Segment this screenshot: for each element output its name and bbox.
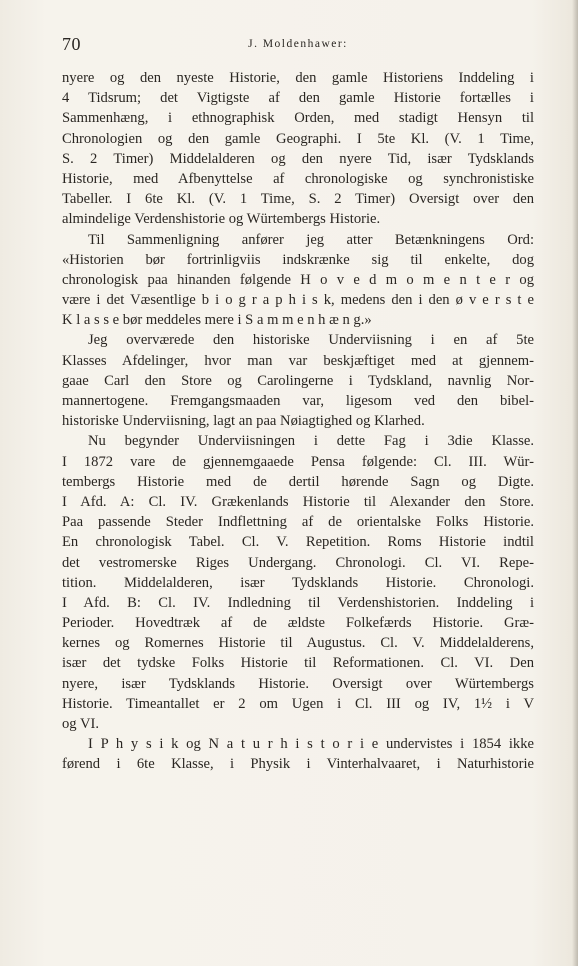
page-edge-shadow [572, 0, 578, 966]
text-line: det vestromerske Riges Undergang. Chronologi. Cl. VI. Repe- [62, 554, 534, 571]
text-line: mannertogene. Fremgangsmaaden var, ligesom ved den bibel- [62, 393, 534, 409]
text-line: I Afd. A: Cl. IV. Grækenlands Historie til Alexander den Store. [62, 493, 534, 510]
text-line: førend i 6te Klasse, i Physik i Vinterhalvaaret, i Naturhistorie [62, 756, 534, 773]
text-line: «Historien bør fortrinligviis indskrænke sig til enkelte, dog [62, 251, 534, 268]
text-line: I P h y s i k og N a t u r h i s t o r i e undervistes i 1854 ikke [88, 736, 534, 753]
text-line: Nu begynder Underviisningen i dette Fag i 3die Klasse. [88, 433, 534, 450]
page-number: 70 [62, 34, 81, 54]
running-head: J. Moldenhawer: [248, 38, 348, 50]
text-line: historiske Underviisning, lagt an paa Nøiagtighed og Klarhed. [62, 413, 425, 430]
text-line: kernes og Romernes Historie til Augustus. Cl. V. Middelalderens, [62, 635, 534, 652]
text-line: nyere og den nyeste Historie, den gamle Historiens Inddeling i [62, 70, 534, 86]
page-header [62, 34, 534, 56]
text-line: være i det Væsentlige b i o g r a p h i s k, medens den i den ø v e r s t e [62, 292, 534, 309]
text-line: tembergs Historie med de dertil hørende Sagn og Digte. [62, 473, 534, 490]
text-line: S. 2 Timer) Middelalderen og den nyere Tid, især Tydsklands [62, 150, 534, 167]
text-line: Klasses Afdelinger, hvor man var beskjæftiget med at gjennem- [62, 352, 534, 369]
text-line: tition. Middelalderen, især Tydsklands Historie. Chronologi. [62, 574, 534, 591]
text-line: Tabeller. I 6te Kl. (V. 1 Time, S. 2 Timer) Oversigt over den [62, 191, 534, 208]
text-line: Historie, med Afbenyttelse af chronologiske og synchronistiske [62, 170, 534, 187]
text-line: Historie. Timeantallet er 2 om Ugen i Cl. III og IV, 1½ i V [62, 695, 534, 712]
text-line: Paa passende Steder Indflettning af de orientalske Folks Historie. [62, 514, 534, 531]
text-line: Chronologien og den gamle Geographi. I 5te Kl. (V. 1 Time, [62, 130, 534, 147]
text-line: En chronologisk Tabel. Cl. V. Repetition. Roms Historie indtil [62, 534, 534, 551]
text-line: nyere, især Tydsklands Historie. Oversigt over Würtembergs [62, 675, 534, 692]
text-line: Perioder. Hovedtræk af de ældste Folkefærds Historie. Græ- [62, 615, 534, 632]
text-line: Til Sammenligning anfører jeg atter Betænkningens Ord: [88, 231, 534, 248]
body-text [62, 68, 534, 775]
text-line: K l a s s e bør meddeles mere i S a m m e n h æ n g.» [62, 312, 372, 329]
text-line: I Afd. B: Cl. IV. Indledning til Verdenshistorien. Inddeling i [62, 594, 534, 611]
text-line: Jeg overværede den historiske Underviisning i en af 5te [88, 332, 534, 349]
text-line: chronologisk paa hinanden følgende H o v e d m o m e n t e r og [62, 271, 534, 288]
text-line: og VI. [62, 716, 100, 732]
text-line: I 1872 vare de gjennemgaaede Pensa følgende: Cl. III. Wür- [62, 453, 534, 470]
text-line: gaae Carl den Store og Carolingerne i Tydskland, navnlig Nor- [62, 372, 534, 389]
text-line: almindelige Verdenshistorie og Würtembergs Historie. [62, 211, 381, 228]
text-line: især det tydske Folks Historie til Reformationen. Cl. VI. Den [62, 655, 534, 672]
text-line: 4 Tidsrum; det Vigtigste af den gamle Historie fortælles i [62, 90, 534, 107]
text-line: Sammenhæng, i ethnographisk Orden, med stadigt Hensyn til [62, 110, 534, 127]
